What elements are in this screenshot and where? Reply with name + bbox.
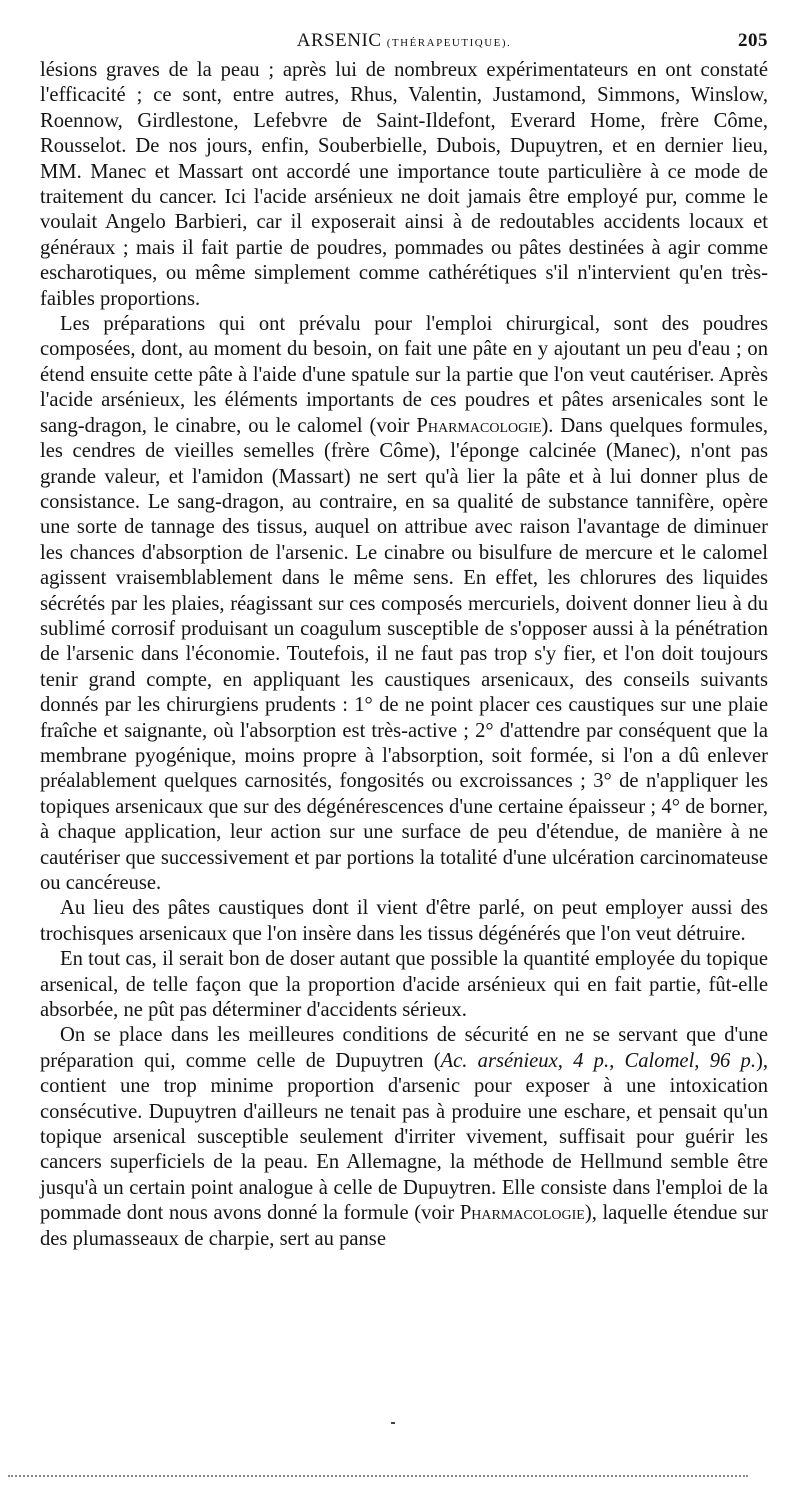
running-title-sub: (THÉRAPEUTIQUE). bbox=[386, 37, 512, 49]
body-text bbox=[40, 58, 768, 1252]
running-header bbox=[40, 28, 768, 58]
paragraph-5-part-a: On se place dans les meilleures conditions de sécurité en ne se servant que d'une préparation qui, comme celle de Dupuytren ( bbox=[40, 1024, 768, 1072]
paragraph-5-part-b: ), contient une trop minime proportion d'arsenic pour exposer à une intoxication consécutive. Dupuytren d'ailleurs ne tenait pas à produire une eschare, et pensait qu'un topique arsenical susceptible seulement d'irriter vivement, suffisait pour guérir les cancers superficiels de la peau. En Allemagne, la méthode de Hellmund semble être jusqu'à un certain point analogue à celle de Dupuytren. Elle consiste dans l'emploi de la pommade dont nous avons donné la formule (voir bbox=[40, 1049, 768, 1225]
paragraph-1: lésions graves de la peau ; après lui de nombreux expérimentateurs en ont constaté l'efficacité ; ce sont, entre autres, Rhus, Valentin, Justamond, Simmons, Winslow, Roennow, Girdlestone, Lefebvre de Saint-Ildefont, Everard Home, frère Côme, Rousselot. De nos jours, enfin, Souberbielle, Dubois, Dupuytren, et en dernier lieu, MM. Manec et Massart ont accordé une importance toute particulière à ce mode de traitement du cancer. Ici l'acide arsénieux ne doit jamais être employé pur, comme le voulait Angelo Barbieri, car il exposerait ainsi à de redoutables accidents locaux et généraux ; mais il fait partie de poudres, pommades ou pâtes destinées à agir comme escharotiques, ou même simplement comme cathérétiques s'il n'intervient qu'en très-faibles proportions. bbox=[40, 59, 768, 310]
dupuytren-formula: Ac. arsénieux, 4 p., Calomel, 96 p. bbox=[440, 1049, 756, 1072]
bottom-dotted-rule bbox=[8, 1475, 748, 1477]
paragraph-3: Au lieu des pâtes caustiques dont il vient d'être parlé, on peut employer aussi des trochisques arsenicaux que l'on insère dans les tissus dégénérés que l'on veut détruire. bbox=[40, 897, 768, 945]
running-title-main: ARSENIC bbox=[296, 30, 382, 51]
running-title bbox=[40, 30, 768, 52]
book-page bbox=[40, 28, 768, 1252]
paragraph-2 bbox=[40, 312, 768, 896]
page-number: 205 bbox=[738, 30, 768, 51]
pharmacologie-reference-2: Pharmacologie bbox=[459, 1202, 585, 1225]
paragraph-4: En tout cas, il serait bon de doser autant que possible la quantité employée du topique arsenical, de telle façon que la proportion d'acide arsénieux qui en fait partie, fût-elle absorbée, ne pût pas déterminer d'accidents sérieux. bbox=[40, 948, 768, 1022]
paragraph-2-part-b: ). Dans quelques formules, les cendres de vieilles semelles (frère Côme), l'éponge calcinée (Manec), n'ont pas grande valeur, et l'amidon (Massart) ne sert qu'à lier la pâte et à lui donner plus de consistance. Le sang-dragon, au contraire, en sa qualité de substance tannifère, opère une sorte de tannage des tissus, auquel on attribue avec raison l'avantage de diminuer les chances d'absorption de l'arsenic. Le cinabre ou bisulfure de mercure et le calomel agissent vraisemblablement dans le même sens. En effet, les chlorures des liquides sécrétés par les plaies, réagissant sur ces composés mercuriels, doivent donner lieu à du sublimé corrosif produisant un coagulum susceptible de s'opposer aussi à la pénétration de l'arsenic dans l'économie. Toutefois, il ne faut pas trop s'y fier, et l'on doit toujours tenir grand compte, en appliquant les caustiques arsenicaux, des conseils suivants donnés par les chirurgiens prudents : 1° de ne point placer ces caustiques sur une plaie fraîche et saignante, où l'absorption est très-active ; 2° d'attendre par conséquent que la membrane pyogénique, moins propre à l'absorption, soit formée, si l'on a dû enlever préalablement quelques carnosités, fongosités ou excroissances ; 3° de n'appliquer les topiques arsenicaux que sur des dégénérescences d'une certaine épaisseur ; 4° de borner, à chaque application, leur action sur une surface de peu d'étendue, de manière à ne cautériser que successivement et par portions la totalité d'une ulcération carcinomateuse ou cancéreuse. bbox=[40, 414, 768, 894]
ink-speck bbox=[391, 1422, 395, 1424]
paragraph-5 bbox=[40, 1023, 768, 1252]
paragraph-2-part-a: Les préparations qui ont prévalu pour l'emploi chirurgical, sont des poudres composées, dont, au moment du besoin, on fait une pâte en y ajoutant un peu d'eau ; on étend ensuite cette pâte à l'aide d'une spatule sur la partie que l'on veut cautériser. Après l'acide arsénieux, les éléments importants de ces poudres et pâtes arsenicales sont le sang-dragon, le cinabre, ou le calomel (voir bbox=[40, 313, 768, 437]
pharmacologie-reference: Pharmacologie bbox=[416, 414, 542, 437]
paragraph-5-part-c: ), laquelle étendue sur des plumasseaux de charpie, sert au panse bbox=[40, 1202, 768, 1250]
